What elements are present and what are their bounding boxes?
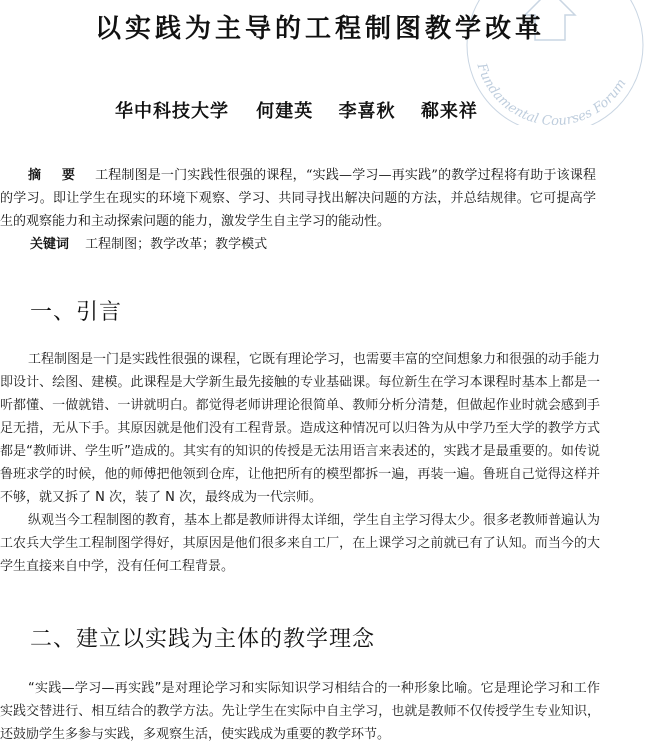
body-paragraph: 纵观当今工程制图的教育，基本上都是教师讲得太详细，学生自主学习得太少。很多老教师普遍认为工农兵大学生工程制图学得好，其原因是他们很多来自工厂，在上课学习之前就已有了认知。而当今的大学生直接来自中学，没有任何工程背景。 bbox=[0, 513, 601, 574]
watermark-text: Fundamental Courses Forum bbox=[473, 61, 630, 125]
author-name: 何建英 bbox=[256, 101, 314, 122]
body-paragraph: “实践—学习—再实践”是对理论学习和实际知识学习相结合的一种形象比喻。它是理论学习和工作实践交替进行、相互结合的教学方法。先让学生在实际中自主学习，也就是教师不仅传授学生专业知识，还鼓励学生多参与实践，多观察生活，使实践成为重要的教学环节。 bbox=[0, 681, 600, 742]
keywords-line bbox=[30, 233, 267, 252]
section-heading-practice: 二、建立以实践为主体的教学理念 bbox=[30, 627, 376, 652]
section-body-practice bbox=[0, 677, 600, 746]
body-paragraph: 工程制图是一门是实践性很强的课程，它既有理论学习，也需要丰富的空间想象力和很强的动手能力即设计、绘图、建模。此课程是大学新生最先接触的专业基础课。每位新生在学习本课程时基本上都是一听都懂、一做就错、一讲就明白。都觉得老师讲理论很简单、教师分析分清楚，但做起作业时就会感到手足无措，无从下手。其原因就是他们没有工程背景。造成这种情况可以归咎为从中学乃至大学的教学方式都是“教师讲、学生听”造成的。其实有的知识的传授是无法用语言来表述的，实践才是最重要的。如传说鲁班求学的时候，他的师傅把他领到仓库，让他把所有的模型都拆一遍，再装一遍。鲁班自己觉得这样并不够，就又拆了 N 次，装了 N 次，最终成为一代宗师。 bbox=[0, 352, 601, 505]
paper-title: 以实践为主导的工程制图教学改革 bbox=[94, 14, 545, 44]
author-name: 李喜秋 bbox=[338, 101, 396, 122]
section-body-intro bbox=[0, 348, 600, 578]
section-heading-intro: 一、引言 bbox=[30, 300, 123, 325]
abstract-block bbox=[0, 164, 600, 233]
abstract-label: 摘 要 bbox=[28, 168, 84, 183]
svg-text:Fundamental Courses Forum bbox=[473, 61, 629, 125]
author-line bbox=[115, 97, 478, 123]
author-name: 郗来祥 bbox=[420, 101, 478, 122]
abstract-text: 工程制图是一门实践性很强的课程，“实践—学习—再实践”的教学过程将有助于该课程的学习。即让学生在现实的环境下观察、学习、共同寻找出解决问题的方法，并总结规律。它可提高学生的观察能力和主动探索问题的能力，激发学生自主学习的能动性。 bbox=[0, 168, 597, 229]
affiliation: 华中科技大学 bbox=[115, 101, 229, 122]
keywords-text: 工程制图；教学改革；教学模式 bbox=[85, 237, 268, 252]
keywords-label: 关键词 bbox=[30, 237, 70, 252]
